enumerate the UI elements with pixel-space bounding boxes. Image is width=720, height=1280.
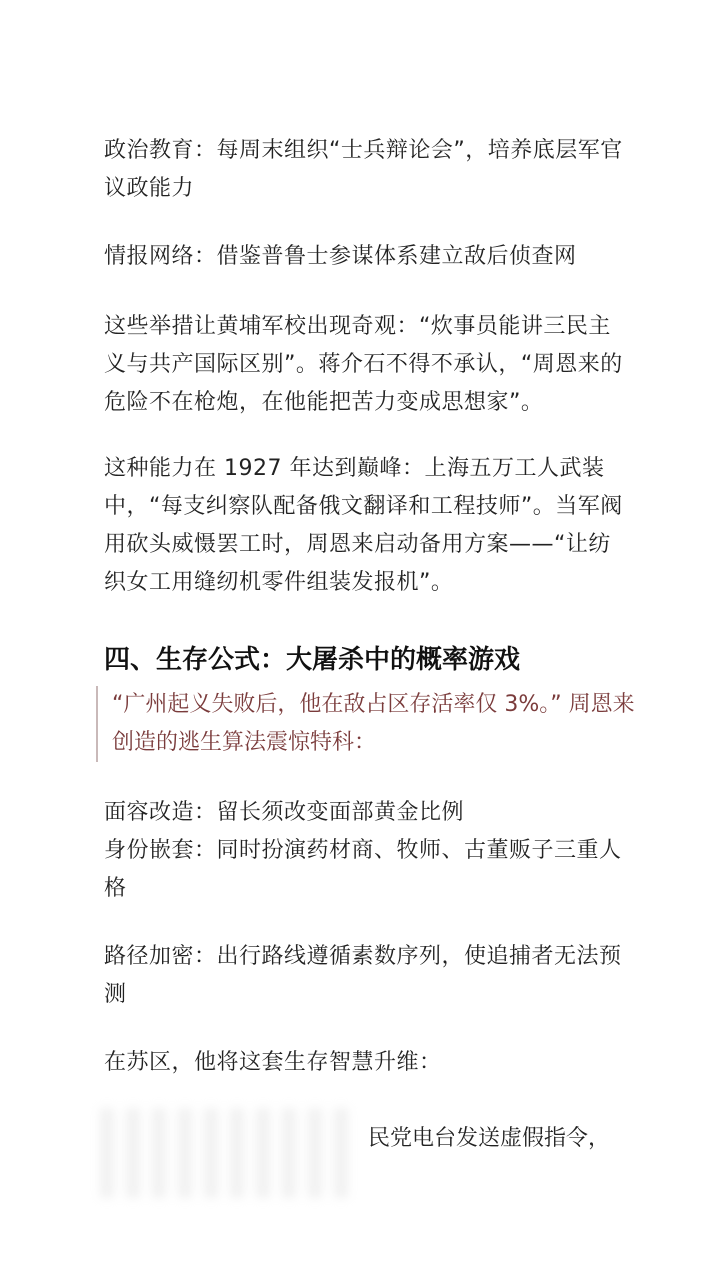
- paragraph-identity-nesting: 身份嵌套：同时扮演药材商、牧师、古董贩子三重人格: [104, 838, 622, 901]
- paragraph-face-change: 面容改造：留长须改变面部黄金比例: [104, 800, 465, 825]
- paragraph-whampoa-results: 这些举措让黄埔军校出现奇观：“炊事员能讲三民主义与共产国际区别”。蒋介石不得不承认，“周恩来的危险不在枪炮，在他能把苦力变成思想家”。: [104, 314, 623, 415]
- paragraph-fake-orders: 民党电台发送虚假指令，: [368, 1126, 611, 1151]
- section-heading: 四、生存公式：大屠杀中的概率游戏: [104, 645, 521, 675]
- highlight-quote: “广州起义失败后，他在敌占区存活率仅 3%。” 周恩来创造的逃生算法震惊特科：: [96, 686, 652, 762]
- blurred-text-fragment: [100, 1108, 360, 1198]
- paragraph-1927-peak: 这种能力在 1927 年达到巅峰：上海五万工人武装中，“每支纠察队配备俄文翻译和工程技师”。当军阀用砍头威慑罢工时，周恩来启动备用方案——“让纺织女工用缝纫机零件组装发报机”。: [104, 456, 623, 595]
- paragraph-route-encryption: 路径加密：出行路线遵循素数序列，使追捕者无法预测: [104, 944, 622, 1007]
- paragraph-soviet-area: 在苏区，他将这套生存智慧升维：: [104, 1050, 442, 1075]
- paragraph-intelligence-network: 情报网络：借鉴普鲁士参谋体系建立敌后侦查网: [104, 244, 577, 269]
- paragraph-political-education: 政治教育：每周末组织“士兵辩论会”，培养底层军官议政能力: [104, 138, 623, 201]
